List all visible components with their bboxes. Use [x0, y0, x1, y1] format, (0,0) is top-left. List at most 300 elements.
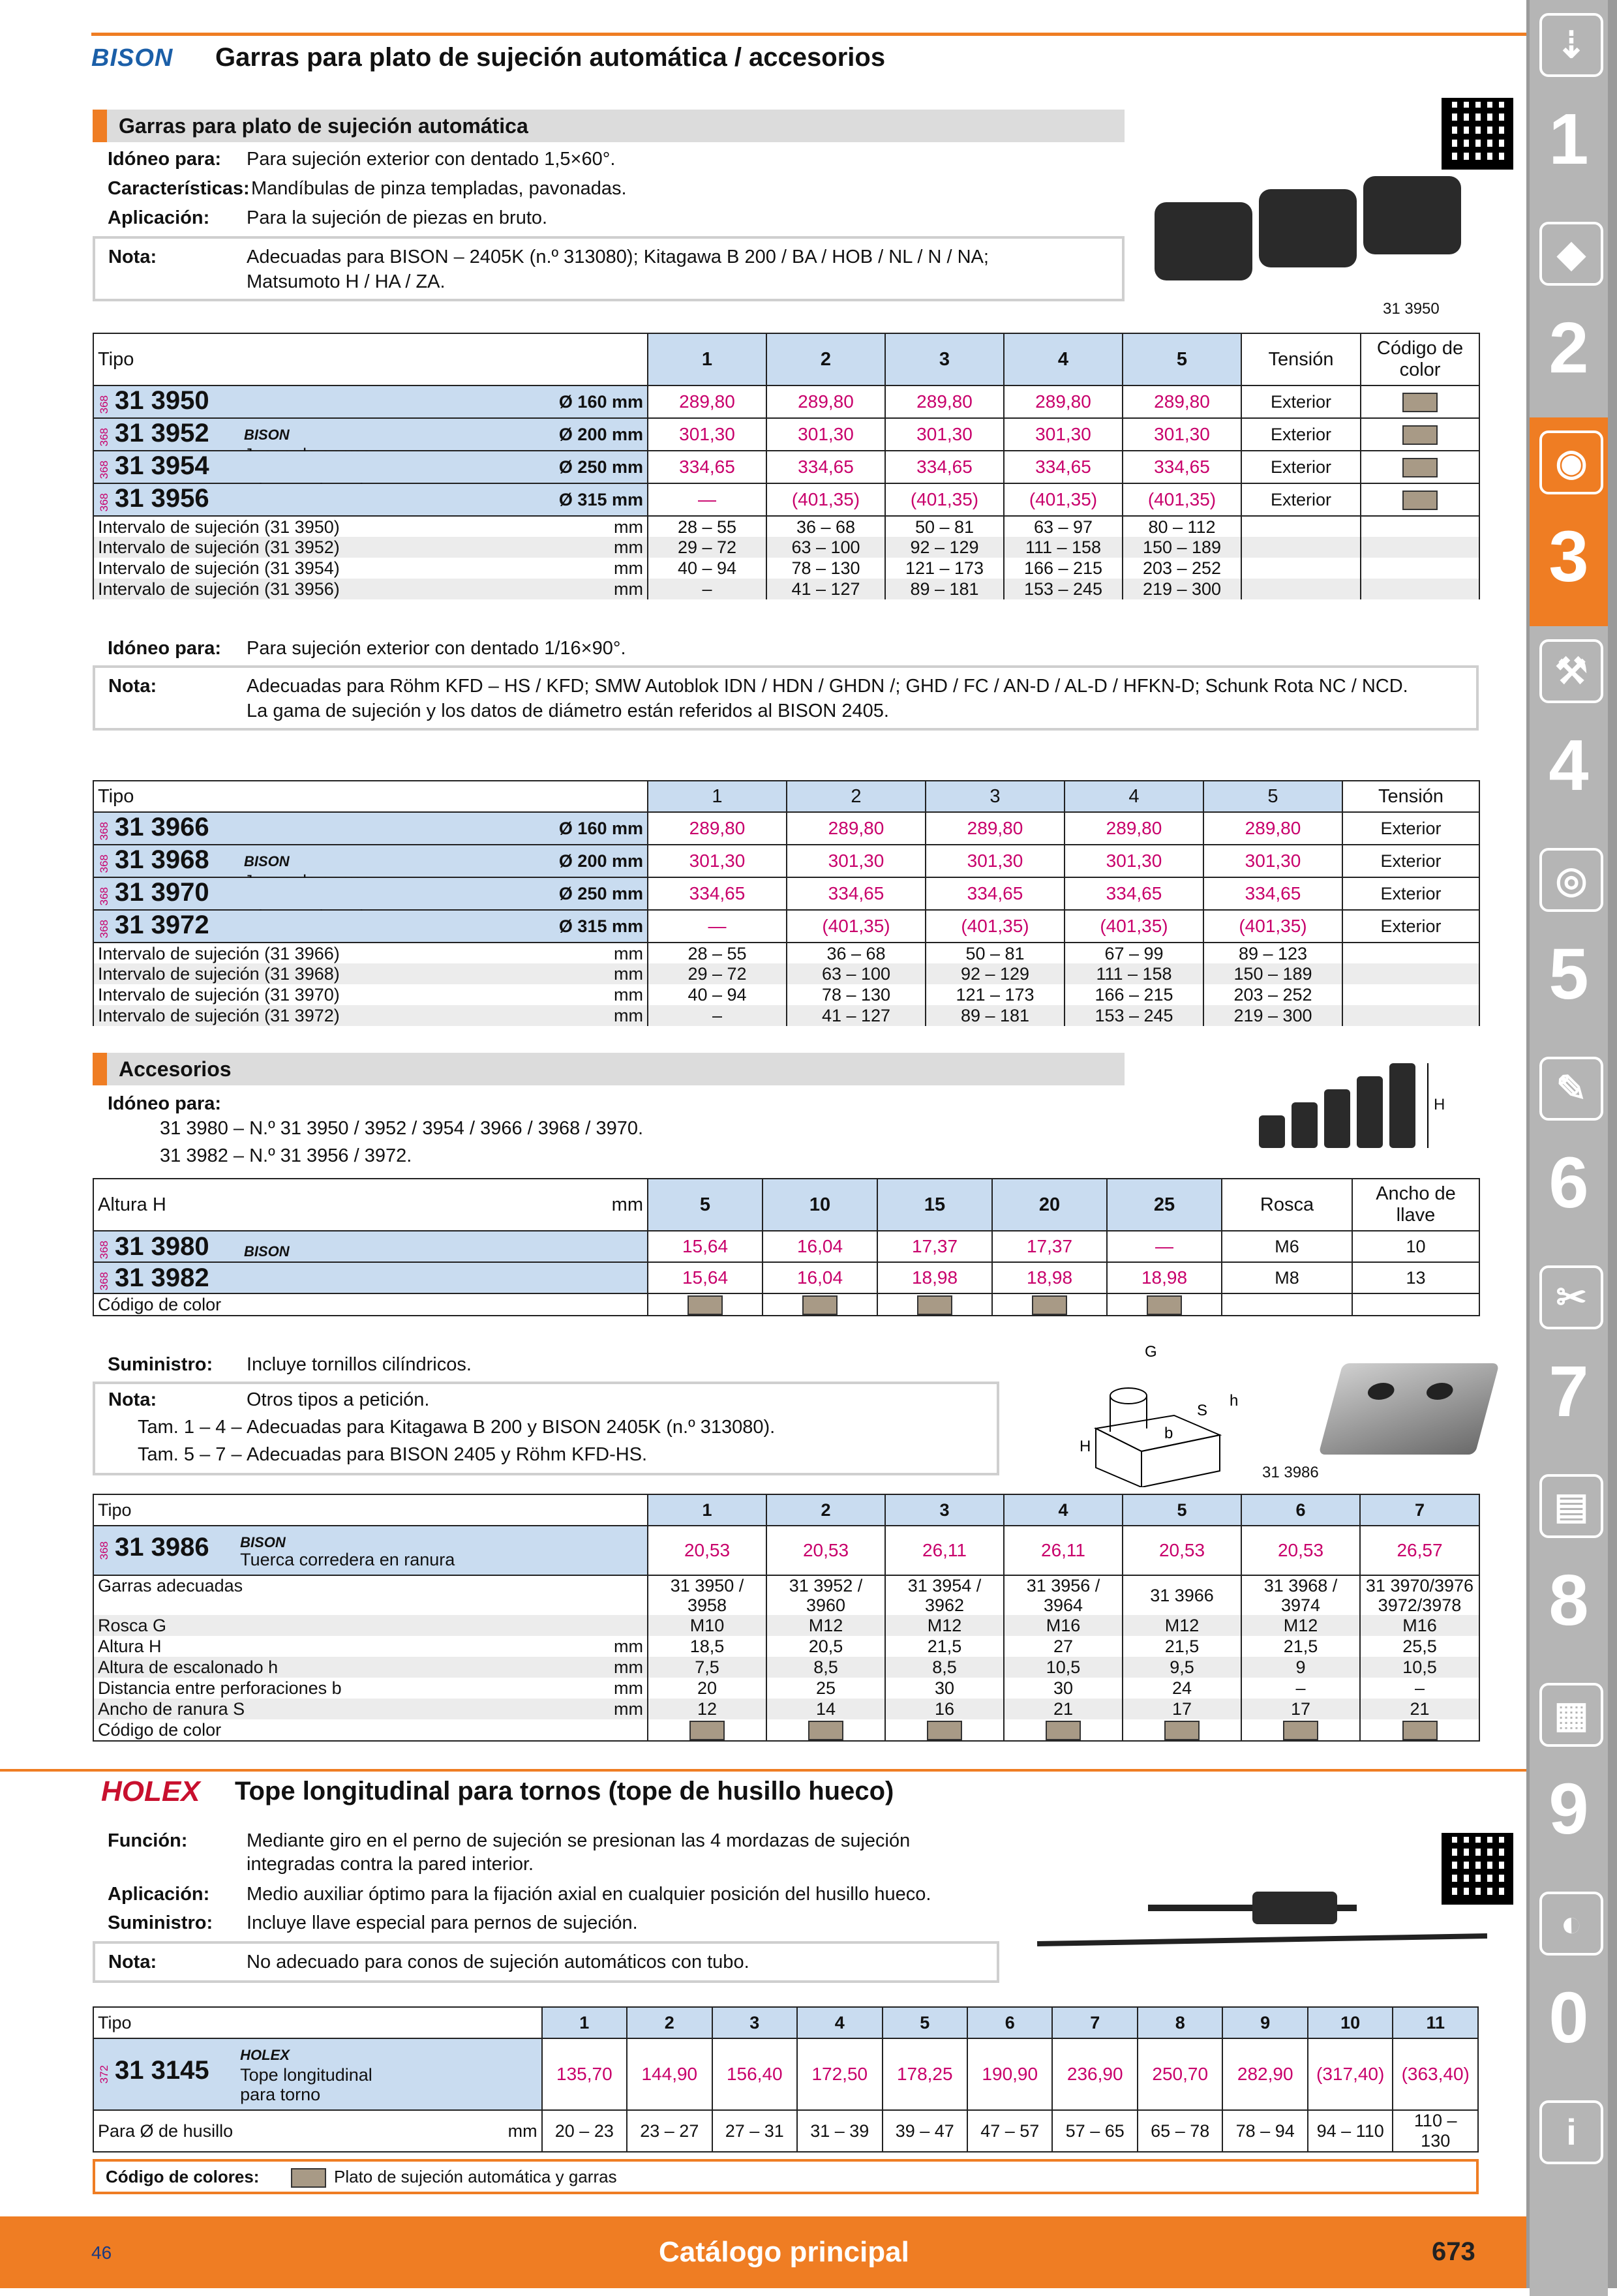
price: 20,53 — [1241, 1526, 1360, 1575]
price: 18,98 — [1107, 1262, 1222, 1293]
spindle-stop-table — [93, 2006, 1479, 2152]
bison-logo: BISON — [91, 44, 174, 72]
price: 16,04 — [763, 1231, 877, 1262]
price: 26,11 — [1004, 1526, 1123, 1575]
spec-value: M12 — [885, 1615, 1004, 1636]
col-2: 2 — [627, 2007, 712, 2038]
holex-sumin-label: Suministro: — [108, 1912, 213, 1933]
chapter-icon: ◐ — [1539, 1892, 1603, 1956]
col-1: 1 — [648, 781, 787, 812]
chapter-number: 9 — [1549, 1769, 1589, 1849]
price: (401,35) — [787, 910, 926, 943]
note-box-holex — [93, 1941, 999, 1983]
spec-value: 14 — [766, 1699, 885, 1719]
price: (401,35) — [926, 910, 1065, 943]
col-1: 1 — [648, 1494, 766, 1526]
range-value: – — [648, 1005, 787, 1026]
price: 334,65 — [1004, 451, 1123, 483]
tension-value: Exterior — [1241, 483, 1361, 516]
price: 135,70 — [542, 2038, 627, 2110]
support-bolts-table — [93, 1178, 1480, 1316]
price: 17,37 — [992, 1231, 1107, 1262]
chapter-number: 5 — [1549, 934, 1589, 1014]
caract-label: Características: — [108, 178, 250, 199]
col-3: 3 — [926, 781, 1065, 812]
range-label: Intervalo de sujeción (31 3956) mm — [93, 579, 648, 599]
idoneo-text-2: Para sujeción exterior con dentado 1/16×90°. — [247, 638, 626, 659]
chapter-icon: ✎ — [1539, 1057, 1603, 1121]
legend-swatch — [291, 2168, 326, 2188]
spec-value: 25,5 — [1360, 1636, 1479, 1657]
price: 301,30 — [1004, 418, 1123, 451]
range-value: 63 – 100 — [787, 963, 926, 984]
col-6: 6 — [967, 2007, 1052, 2038]
husillo-range: 27 – 31 — [712, 2110, 797, 2152]
col-h25: 25 — [1107, 1179, 1222, 1231]
range-value: 36 – 68 — [766, 516, 885, 537]
price: — — [1107, 1231, 1222, 1262]
holex-sumin-text: Incluye llave especial para pernos de sujeción. — [247, 1912, 638, 1933]
chapter-icon: ⇣ — [1539, 13, 1603, 77]
garras-value: 31 3954 / 3962 — [885, 1575, 1004, 1615]
spindle-stop-image — [1037, 1879, 1487, 1950]
price: (363,40) — [1393, 2038, 1478, 2110]
nota2-line-2: La gama de sujeción y los datos de diámetro están referidos al BISON 2405. — [247, 701, 889, 721]
col-3: 3 — [885, 333, 1004, 385]
article-code: 31 3954 — [115, 451, 209, 480]
col-altura: Altura H mm — [93, 1179, 648, 1231]
tension-value: Exterior — [1241, 385, 1361, 418]
product-row-313982[interactable]: 368 31 3982 — [93, 1262, 648, 1293]
range-value: 67 – 99 — [1065, 943, 1203, 963]
note-box-4 — [93, 1382, 999, 1475]
tension-value: Exterior — [1342, 812, 1479, 845]
chapter-icon: ▦ — [1539, 1683, 1603, 1747]
image-caption-313950: 31 3950 — [1383, 300, 1440, 318]
price: 250,70 — [1138, 2038, 1222, 2110]
col-7: 7 — [1052, 2007, 1137, 2038]
price: 156,40 — [712, 2038, 797, 2110]
nota4-label: Nota: — [108, 1389, 157, 1410]
color-swatch — [1004, 1719, 1123, 1741]
col-3: 3 — [712, 2007, 797, 2038]
col-ancho: Ancho de llave — [1352, 1179, 1479, 1231]
range-value: 166 – 215 — [1065, 984, 1203, 1005]
article-code: 31 3968 — [115, 845, 209, 874]
price: 301,30 — [1123, 418, 1241, 451]
color-swatch — [992, 1293, 1107, 1316]
spec-value: 9,5 — [1123, 1657, 1241, 1678]
article-code: 31 3982 — [115, 1263, 209, 1292]
tension-value: Exterior — [1342, 877, 1479, 910]
page-number: 673 — [1432, 2237, 1475, 2266]
price: 334,65 — [885, 451, 1004, 483]
col-4: 4 — [797, 2007, 882, 2038]
col-h10: 10 — [763, 1179, 877, 1231]
nota-label: Nota: — [108, 247, 157, 267]
product-row-313986[interactable]: 368 31 3986 BISON Tuerca corredera en ranura — [93, 1526, 648, 1575]
func-line-2: integradas contra la pared interior. — [247, 1854, 534, 1875]
price: 334,65 — [1065, 877, 1203, 910]
price: 334,65 — [926, 877, 1065, 910]
range-value: 63 – 100 — [766, 537, 885, 558]
price: 16,04 — [763, 1262, 877, 1293]
husillo-range: 31 – 39 — [797, 2110, 882, 2152]
product-row-313956[interactable]: 368 31 3956 Ø 315 mm — [93, 483, 648, 516]
range-value: 78 – 130 — [766, 558, 885, 579]
price: 15,64 — [648, 1262, 763, 1293]
col-11: 11 — [1393, 2007, 1478, 2038]
range-value: 36 – 68 — [787, 943, 926, 963]
range-value: 29 – 72 — [648, 537, 766, 558]
price: 289,80 — [1065, 812, 1203, 845]
spec-label: Altura de escalonado h mm — [93, 1657, 648, 1678]
color-swatch — [1241, 1719, 1360, 1741]
article-code: 31 3145 — [115, 2056, 209, 2085]
range-value: 41 – 127 — [766, 579, 885, 599]
price: 178,25 — [883, 2038, 967, 2110]
spec-label: Distancia entre perforaciones b mm — [93, 1678, 648, 1699]
husillo-range: 57 – 65 — [1052, 2110, 1137, 2152]
product-row-313952[interactable]: 368 31 3952 BISON Ø 200 mm — [93, 418, 648, 451]
col-tipo: Tipo — [93, 333, 648, 385]
garras-label: Garras adecuadas — [93, 1575, 648, 1615]
husillo-range: 47 – 57 — [967, 2110, 1052, 2152]
price: 26,57 — [1360, 1526, 1479, 1575]
spec-value: 9 — [1241, 1657, 1360, 1678]
spec-value: 10,5 — [1004, 1657, 1123, 1678]
empty-cell — [1342, 963, 1479, 984]
tension-value: Exterior — [1241, 451, 1361, 483]
range-value: 219 – 300 — [1123, 579, 1241, 599]
color-swatch — [1360, 1719, 1479, 1741]
price: (401,35) — [885, 483, 1004, 516]
range-label: Intervalo de sujeción (31 3968) mm — [93, 963, 648, 984]
range-value: 219 – 300 — [1203, 1005, 1342, 1026]
color-swatch — [877, 1293, 992, 1316]
empty-cell — [1241, 558, 1361, 579]
qr-code-1[interactable] — [1442, 98, 1513, 170]
nota4-line-1: Otros tipos a petición. — [247, 1389, 430, 1410]
color-swatch — [1123, 1719, 1241, 1741]
support-bolts-image — [1259, 1050, 1455, 1155]
spec-value: M10 — [648, 1615, 766, 1636]
price: — — [648, 483, 766, 516]
chapter-icon: ✂ — [1539, 1265, 1603, 1329]
color-swatch — [648, 1719, 766, 1741]
price: (401,35) — [1203, 910, 1342, 943]
price: (401,35) — [766, 483, 885, 516]
t-slot-nut-table — [93, 1494, 1480, 1742]
husillo-label: Para Ø de husillo mm — [93, 2110, 542, 2152]
col-4: 4 — [1004, 1494, 1123, 1526]
spec-value: 18,5 — [648, 1636, 766, 1657]
price: 26,11 — [885, 1526, 1004, 1575]
col-tension: Tensión — [1241, 333, 1361, 385]
range-value: 92 – 129 — [885, 537, 1004, 558]
price: 17,37 — [877, 1231, 992, 1262]
chapter-number: 3 — [1549, 517, 1589, 597]
range-value: 203 – 252 — [1123, 558, 1241, 579]
note-box-1 — [93, 236, 1125, 301]
spec-value: 21,5 — [1123, 1636, 1241, 1657]
chapter-icon: ⚒ — [1539, 639, 1603, 703]
page-title: Garras para plato de sujeción automática / accesorios — [215, 43, 886, 72]
range-value: 153 – 245 — [1004, 579, 1123, 599]
aplic-label: Aplicación: — [108, 207, 210, 228]
range-value: 150 – 189 — [1203, 963, 1342, 984]
product-row-313972[interactable]: 368 31 3972 Ø 315 mm — [93, 910, 648, 943]
col-4: 4 — [1004, 333, 1123, 385]
codigo-color-label: Código de color — [93, 1293, 648, 1316]
chapter-tab-2[interactable] — [1530, 209, 1608, 417]
chapter-tab-7[interactable] — [1530, 1252, 1608, 1461]
nota4-size-1: Tam. 1 – 4 – — [138, 1417, 242, 1438]
range-value: 89 – 181 — [885, 579, 1004, 599]
t-slot-nut-diagram — [1070, 1337, 1252, 1487]
chapter-tab-0[interactable] — [1530, 1879, 1608, 2087]
spec-label: Altura H mm — [93, 1636, 648, 1657]
range-value: 40 – 94 — [648, 558, 766, 579]
price: 289,80 — [787, 812, 926, 845]
range-value: 50 – 81 — [885, 516, 1004, 537]
range-value: 41 – 127 — [787, 1005, 926, 1026]
price: 289,80 — [1004, 385, 1123, 418]
nota2-line-1: Adecuadas para Röhm KFD – HS / KFD; SMW Autoblok IDN / HDN / GHDN /; GHD / FC / AN-D / AL-D / HFKN-D; Schunk Rota NC / NCD. — [247, 676, 1408, 697]
price: 334,65 — [648, 877, 787, 910]
range-value: 203 – 252 — [1203, 984, 1342, 1005]
article-code: 31 3970 — [115, 878, 209, 907]
empty-cell — [1361, 579, 1479, 599]
acc-line-1: 31 3980 – N.º 31 3950 / 3952 / 3954 / 3966 / 3968 / 3970. — [160, 1118, 644, 1139]
spec-value: 17 — [1123, 1699, 1241, 1719]
price: 301,30 — [1203, 845, 1342, 877]
section-title-claws: Garras para plato de sujeción automática — [93, 110, 1125, 142]
holex-title: Tope longitudinal para tornos (tope de husillo hueco) — [235, 1777, 894, 1805]
price: 334,65 — [766, 451, 885, 483]
price: 190,90 — [967, 2038, 1052, 2110]
product-row-313954[interactable]: 368 31 3954 Ø 250 mm — [93, 451, 648, 483]
func-label: Función: — [108, 1830, 188, 1851]
empty-cell — [1361, 558, 1479, 579]
col-3: 3 — [885, 1494, 1004, 1526]
spec-value: 7,5 — [648, 1657, 766, 1678]
col-2: 2 — [766, 1494, 885, 1526]
col-tension-2: Tensión — [1342, 781, 1479, 812]
empty-cell — [1342, 1005, 1479, 1026]
range-value: 50 – 81 — [926, 943, 1065, 963]
spec-value: 21 — [1360, 1699, 1479, 1719]
col-5: 5 — [1123, 1494, 1241, 1526]
claws-table-2 — [93, 780, 1480, 1026]
chapter-tab-9[interactable] — [1530, 1670, 1608, 1879]
col-tipo-2: Tipo — [93, 781, 648, 812]
price: 301,30 — [648, 845, 787, 877]
garras-value: 31 3952 / 3960 — [766, 1575, 885, 1615]
chapter-icon: ◎ — [1539, 848, 1603, 912]
article-code: 31 3980 — [115, 1231, 209, 1261]
price: 334,65 — [1203, 877, 1342, 910]
range-label: Intervalo de sujeción (31 3972) mm — [93, 1005, 648, 1026]
spec-value: M16 — [1004, 1615, 1123, 1636]
col-h5: 5 — [648, 1179, 763, 1231]
chapter-icon: i — [1539, 2100, 1603, 2164]
spec-value: 30 — [1004, 1678, 1123, 1699]
range-value: 63 – 97 — [1004, 516, 1123, 537]
garras-value: 31 3968 / 3974 — [1241, 1575, 1360, 1615]
product-row-313145[interactable]: 372 31 3145 HOLEX Tope longitudinal para torno — [93, 2038, 542, 2110]
range-value: 121 – 173 — [926, 984, 1065, 1005]
product-row-313950[interactable]: 368 31 3950 Ø 160 mm — [93, 385, 648, 418]
husillo-range: 65 – 78 — [1138, 2110, 1222, 2152]
chapter-tab-6[interactable] — [1530, 1044, 1608, 1252]
article-code: 31 3972 — [115, 911, 209, 939]
chapter-tab-5[interactable] — [1530, 835, 1608, 1044]
price: (317,40) — [1308, 2038, 1393, 2110]
col-1: 1 — [648, 333, 766, 385]
price: 301,30 — [787, 845, 926, 877]
price: 301,30 — [1065, 845, 1203, 877]
range-value: 78 – 130 — [787, 984, 926, 1005]
price: 301,30 — [766, 418, 885, 451]
spec-value: 24 — [1123, 1678, 1241, 1699]
husillo-range: 23 – 27 — [627, 2110, 712, 2152]
diagram-label-h: H — [1080, 1438, 1091, 1455]
range-value: – — [648, 579, 766, 599]
rosca-value: M8 — [1222, 1262, 1352, 1293]
color-swatch — [1361, 451, 1479, 483]
nota-label-2: Nota: — [108, 676, 157, 697]
section-title-accesorios: Accesorios — [93, 1053, 1125, 1085]
spec-value: M16 — [1360, 1615, 1479, 1636]
col-2: 2 — [787, 781, 926, 812]
spec-value: 20,5 — [766, 1636, 885, 1657]
spec-value: 21,5 — [885, 1636, 1004, 1657]
price: 144,90 — [627, 2038, 712, 2110]
holex-rule — [0, 1769, 1526, 1772]
price: 289,80 — [648, 385, 766, 418]
chapter-number: 7 — [1549, 1352, 1589, 1432]
husillo-range: 78 – 94 — [1222, 2110, 1307, 2152]
price: — — [648, 910, 787, 943]
legend-text: Plato de sujeción automática y garras — [334, 2167, 617, 2186]
chapter-tab-8[interactable] — [1530, 1461, 1608, 1670]
acc-line-2: 31 3982 – N.º 31 3956 / 3972. — [160, 1145, 412, 1166]
col-rosca: Rosca — [1222, 1179, 1352, 1231]
chapter-tab-3[interactable] — [1530, 417, 1608, 626]
article-code: 31 3950 — [115, 386, 209, 415]
diagram-label-g: G — [1145, 1343, 1157, 1361]
product-row-313980[interactable]: 368 31 3980 BISON — [93, 1231, 648, 1262]
idoneo-text: Para sujeción exterior con dentado 1,5×60°. — [247, 149, 616, 170]
empty-cell — [1241, 579, 1361, 599]
empty-cell — [1361, 516, 1479, 537]
nota-line-2: Matsumoto H / HA / ZA. — [247, 271, 446, 292]
chapter-tab-i[interactable] — [1530, 2087, 1608, 2296]
range-label: Intervalo de sujeción (31 3952) mm — [93, 537, 648, 558]
article-code: 31 3986 — [115, 1532, 209, 1562]
price: 172,50 — [797, 2038, 882, 2110]
col-codigo: Código de color — [1361, 333, 1479, 385]
chapter-tab-4[interactable] — [1530, 626, 1608, 835]
col-6: 6 — [1241, 1494, 1360, 1526]
husillo-range: 39 – 47 — [883, 2110, 967, 2152]
spec-value: 10,5 — [1360, 1657, 1479, 1678]
spec-value: 20 — [648, 1678, 766, 1699]
color-swatch — [885, 1719, 1004, 1741]
col-tipo-5: Tipo — [93, 2007, 542, 2038]
chapter-number: 8 — [1549, 1560, 1589, 1640]
col-2: 2 — [766, 333, 885, 385]
col-h15: 15 — [877, 1179, 992, 1231]
chapter-icon: ◉ — [1539, 430, 1603, 494]
col-5: 5 — [1203, 781, 1342, 812]
range-value: 150 – 189 — [1123, 537, 1241, 558]
chapter-number: 1 — [1549, 99, 1589, 179]
range-value: 121 – 173 — [885, 558, 1004, 579]
empty-cell — [1342, 984, 1479, 1005]
note-box-2 — [93, 665, 1479, 731]
chapter-number: 4 — [1549, 725, 1589, 806]
price: 289,80 — [885, 385, 1004, 418]
product-row-313966[interactable]: 368 31 3966 Ø 160 mm — [93, 812, 648, 845]
col-7: 7 — [1360, 1494, 1479, 1526]
spec-value: 16 — [885, 1699, 1004, 1719]
aplic-text: Para la sujeción de piezas en bruto. — [247, 207, 548, 228]
holex-nota-text: No adecuado para conos de sujeción automáticos con tubo. — [247, 1952, 749, 1972]
col-5: 5 — [1123, 333, 1241, 385]
spec-label: Ancho de ranura S mm — [93, 1699, 648, 1719]
range-label: Intervalo de sujeción (31 3966) mm — [93, 943, 648, 963]
price: 20,53 — [648, 1526, 766, 1575]
col-5: 5 — [883, 2007, 967, 2038]
range-value: 111 – 158 — [1004, 537, 1123, 558]
price: 20,53 — [766, 1526, 885, 1575]
price: (401,35) — [1004, 483, 1123, 516]
range-label: Intervalo de sujeción (31 3954) mm — [93, 558, 648, 579]
empty-cell — [1241, 537, 1361, 558]
tension-value: Exterior — [1342, 845, 1479, 877]
chapter-tab-1[interactable] — [1530, 0, 1608, 209]
range-value: 29 – 72 — [648, 963, 787, 984]
color-swatch — [648, 1293, 763, 1316]
price: 334,65 — [1123, 451, 1241, 483]
range-value: 89 – 181 — [926, 1005, 1065, 1026]
price: 282,90 — [1222, 2038, 1307, 2110]
spec-value: 12 — [648, 1699, 766, 1719]
price: 301,30 — [648, 418, 766, 451]
article-code: 31 3956 — [115, 484, 209, 513]
husillo-range: 20 – 23 — [542, 2110, 627, 2152]
empty-cell — [1342, 943, 1479, 963]
color-swatch — [1107, 1293, 1222, 1316]
product-row-313968[interactable]: 368 31 3968 BISON Ø 200 mm — [93, 845, 648, 877]
price: (401,35) — [1065, 910, 1203, 943]
caract-text: Mandíbulas de pinza templadas, pavonadas. — [251, 178, 627, 199]
holex-aplic-label: Aplicación: — [108, 1884, 210, 1905]
spec-value: 21,5 — [1241, 1636, 1360, 1657]
spec-value: 25 — [766, 1678, 885, 1699]
col-9: 9 — [1222, 2007, 1307, 2038]
page-footer — [0, 2216, 1526, 2288]
acc-idoneo-label: Idóneo para: — [108, 1093, 222, 1114]
col-10: 10 — [1308, 2007, 1393, 2038]
product-row-313970[interactable]: 368 31 3970 Ø 250 mm — [93, 877, 648, 910]
header-top-rule — [91, 33, 1526, 36]
tension-value: Exterior — [1241, 418, 1361, 451]
price: 236,90 — [1052, 2038, 1137, 2110]
chapter-icon: ◆ — [1539, 222, 1603, 286]
